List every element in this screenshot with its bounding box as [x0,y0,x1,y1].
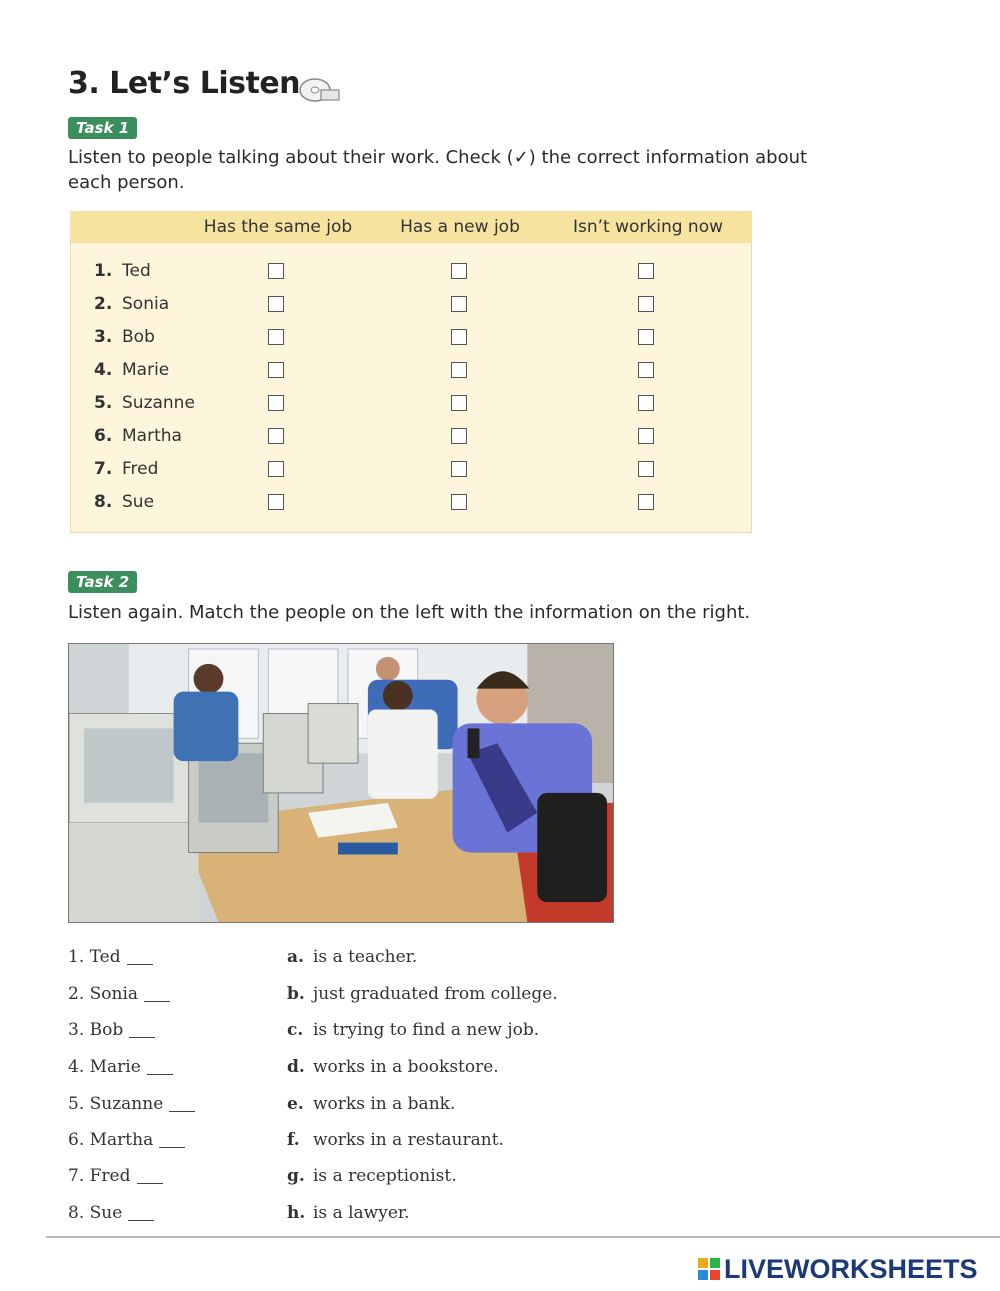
match-info-text: works in a bank. [313,1094,456,1114]
row-number: 5. [94,393,113,413]
row-number: 4. [94,360,113,380]
match-person-marie [68,1057,173,1077]
match-info-letter: c. [287,1020,304,1040]
brand-text: LIVEWORKSHEETS [724,1254,978,1284]
match-person-martha [68,1130,185,1150]
checkbox-fred-same-job[interactable] [268,461,284,477]
liveworksheets-logo-icon [698,1258,720,1280]
task-2-instruction: Listen again. Match the people on the left with the information on the right. [68,602,751,623]
match-info-letter: e. [287,1094,304,1114]
row-number: 3. [94,327,113,347]
match-person-label: 6. Martha [68,1130,154,1150]
checkbox-sue-not-working[interactable] [638,494,654,510]
checkbox-suzanne-not-working[interactable] [638,395,654,411]
checkbox-marie-new-job[interactable] [451,362,467,378]
match-person-label: 2. Sonia [68,984,139,1004]
match-person-sue [68,1203,154,1223]
match-info-letter: d. [287,1057,305,1077]
row-name: Ted [122,261,151,281]
checkbox-ted-new-job[interactable] [451,263,467,279]
match-person-ted [68,947,153,967]
match-info-b [287,984,558,1004]
row-name: Sue [122,492,155,512]
match-info-text: works in a restaurant. [313,1130,504,1150]
match-info-letter: h. [287,1203,306,1223]
row-name: Bob [122,327,155,347]
checkbox-martha-not-working[interactable] [638,428,654,444]
match-info-text: is a lawyer. [313,1203,410,1223]
checkbox-sue-same-job[interactable] [268,494,284,510]
column-header-new-job: Has a new job [400,217,520,237]
row-number: 1. [94,261,113,281]
checkbox-sonia-same-job[interactable] [268,296,284,312]
row-number: 8. [94,492,113,512]
checkbox-bob-new-job[interactable] [451,329,467,345]
match-info-c [287,1020,539,1040]
task-2-badge: Task 2 [68,571,137,593]
row-number: 7. [94,459,113,479]
match-info-e [287,1094,455,1114]
column-header-same-job: Has the same job [203,217,353,237]
audio-cd-icon [297,76,341,104]
row-name: Marie [122,360,170,380]
checkbox-fred-not-working[interactable] [638,461,654,477]
match-info-a [287,947,417,967]
row-name: Suzanne [122,393,195,413]
answer-blank[interactable] [129,1036,155,1038]
match-info-letter: a. [287,947,304,967]
row-number: 2. [94,294,113,314]
task-1-badge: Task 1 [68,117,137,139]
checkbox-marie-not-working[interactable] [638,362,654,378]
checkbox-martha-new-job[interactable] [451,428,467,444]
checkbox-martha-same-job[interactable] [268,428,284,444]
checkbox-sonia-not-working[interactable] [638,296,654,312]
page-title: 3. Let’s Listen [68,66,301,101]
match-person-bob [68,1020,155,1040]
answer-blank[interactable] [169,1110,195,1112]
checkbox-ted-not-working[interactable] [638,263,654,279]
answer-blank[interactable] [137,1182,163,1184]
checkbox-bob-not-working[interactable] [638,329,654,345]
row-number: 6. [94,426,113,446]
match-person-label: 8. Sue [68,1203,123,1223]
answer-blank[interactable] [128,1219,154,1221]
checkbox-suzanne-same-job[interactable] [268,395,284,411]
row-name: Sonia [122,294,170,314]
checkbox-marie-same-job[interactable] [268,362,284,378]
match-person-label: 4. Marie [68,1057,141,1077]
match-person-label: 3. Bob [68,1020,124,1040]
checkbox-bob-same-job[interactable] [268,329,284,345]
match-info-text: is trying to find a new job. [313,1020,540,1040]
office-photo [68,643,614,923]
row-name: Fred [122,459,159,479]
match-info-text: just graduated from college. [313,984,558,1004]
match-person-label: 5. Suzanne [68,1094,164,1114]
match-info-letter: b. [287,984,305,1004]
answer-blank[interactable] [159,1146,185,1148]
checkbox-fred-new-job[interactable] [451,461,467,477]
match-info-d [287,1057,499,1077]
match-info-text: is a teacher. [313,947,418,967]
match-info-letter: f. [287,1130,300,1150]
checkbox-suzanne-new-job[interactable] [451,395,467,411]
match-person-suzanne [68,1094,195,1114]
bottom-divider [46,1236,1000,1238]
task-1-instruction: Listen to people talking about their work. Check (✓) the correct information about each person. [68,147,808,193]
match-person-sonia [68,984,170,1004]
column-header-not-working: Isn’t working now [572,217,724,237]
match-info-g [287,1166,457,1186]
match-info-f [287,1130,504,1150]
match-info-letter: g. [287,1166,305,1186]
checkbox-sonia-new-job[interactable] [451,296,467,312]
answer-blank[interactable] [144,1000,170,1002]
match-person-label: 7. Fred [68,1166,131,1186]
match-info-text: works in a bookstore. [313,1057,499,1077]
match-info-h [287,1203,410,1223]
row-name: Martha [122,426,182,446]
checkbox-sue-new-job[interactable] [451,494,467,510]
checkbox-ted-same-job[interactable] [268,263,284,279]
match-person-fred [68,1166,163,1186]
answer-blank[interactable] [147,1073,173,1075]
match-person-label: 1. Ted [68,947,121,967]
match-info-text: is a receptionist. [313,1166,457,1186]
answer-blank[interactable] [127,963,153,965]
